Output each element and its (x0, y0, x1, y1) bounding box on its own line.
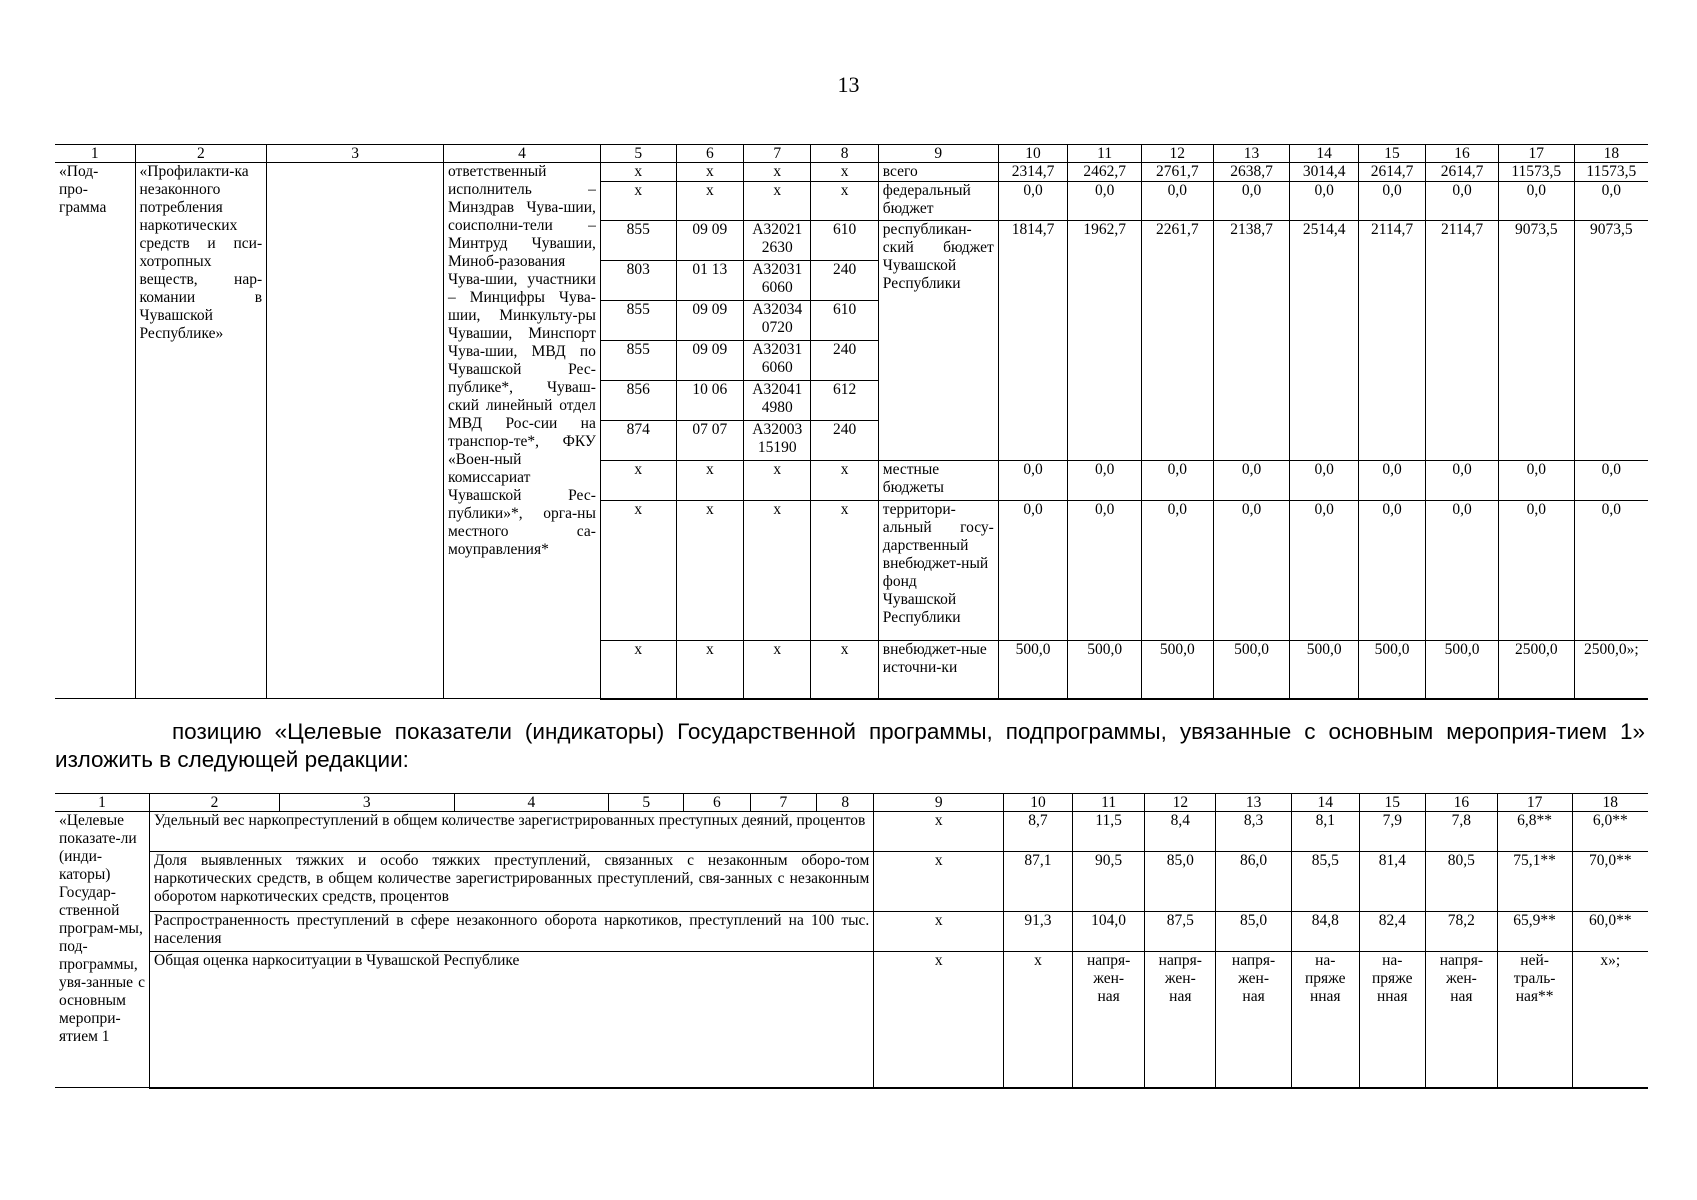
code-cell: 803 (600, 261, 676, 301)
code-cell: А32034 0720 (744, 301, 811, 341)
code-cell: x (811, 461, 878, 501)
funding-table (55, 144, 1648, 700)
indicators-table (55, 793, 1648, 1089)
header-cell: 9 (878, 145, 998, 163)
indicator-name: Доля выявленных тяжких и особо тяжких преступлений, связанных с незаконным оборо-том наркотических средств, в общем количестве зарегистрированных преступлений, свя-занных с незаконным оборотом наркотических средств, процентов (150, 852, 874, 912)
header-cell: 7 (744, 145, 811, 163)
value-cell: 0,0 (1426, 461, 1499, 501)
value-cell: 2114,7 (1426, 221, 1499, 461)
value-cell: 7,9 (1359, 812, 1426, 852)
value-cell: 0,0 (1498, 501, 1574, 641)
code-cell: 610 (811, 301, 878, 341)
value-cell: 0,0 (1068, 501, 1142, 641)
code-cell: x (676, 182, 743, 221)
header-cell: 12 (1145, 794, 1216, 812)
value-cell: 78,2 (1426, 912, 1498, 952)
table-row (55, 952, 1648, 1088)
code-cell: x (811, 501, 878, 641)
value-cell: 2114,7 (1358, 221, 1425, 461)
code-cell: 855 (600, 341, 676, 381)
value-cell: 2761,7 (1141, 163, 1213, 182)
header-cell: 16 (1426, 145, 1499, 163)
value-cell: 0,0 (1141, 461, 1213, 501)
header-cell: 9 (874, 794, 1004, 812)
code-cell: А32021 2630 (744, 221, 811, 261)
code-cell: x (676, 163, 743, 182)
value-cell: 60,0** (1572, 912, 1648, 952)
value-cell: 3014,4 (1290, 163, 1358, 182)
source-label: территори-альный госу-дарственный внебюджет-ный фонд Чувашской Республики (878, 501, 998, 641)
code-cell: А32041 4980 (744, 381, 811, 421)
code-cell: 856 (600, 381, 676, 421)
table-row (55, 852, 1648, 912)
value-cell: 104,0 (1072, 912, 1145, 952)
unit-cell: x (874, 952, 1004, 1088)
value-cell: 500,0 (1141, 641, 1213, 699)
header-cell: 6 (676, 145, 743, 163)
header-cell: 3 (267, 145, 444, 163)
value-cell: 2514,4 (1290, 221, 1358, 461)
value-cell: 0,0 (1498, 182, 1574, 221)
code-cell: x (811, 641, 878, 699)
value-cell: на- пряже нная (1291, 952, 1359, 1088)
code-cell: 855 (600, 221, 676, 261)
code-cell: x (744, 641, 811, 699)
value-cell: 0,0 (1141, 182, 1213, 221)
value-cell: 2462,7 (1068, 163, 1142, 182)
value-cell: 2614,7 (1426, 163, 1499, 182)
source-label: местные бюджеты (878, 461, 998, 501)
header-cell: 17 (1498, 145, 1574, 163)
code-cell: 240 (811, 341, 878, 381)
value-cell: на- пряже нная (1359, 952, 1426, 1088)
value-cell: x»; (1572, 952, 1648, 1088)
value-cell: 82,4 (1359, 912, 1426, 952)
empty-cell (267, 163, 444, 699)
value-cell: 8,1 (1291, 812, 1359, 852)
unit-cell: x (874, 852, 1004, 912)
header-cell: 13 (1213, 145, 1290, 163)
value-cell: 2138,7 (1213, 221, 1290, 461)
code-cell: x (811, 182, 878, 221)
value-cell: 1814,7 (998, 221, 1067, 461)
indicator-name: Общая оценка наркоситуации в Чувашской Республике (150, 952, 874, 1088)
value-cell: 11573,5 (1498, 163, 1574, 182)
unit-cell: x (874, 912, 1004, 952)
header-cell: 16 (1426, 794, 1498, 812)
code-cell: x (600, 641, 676, 699)
value-cell: 0,0 (1290, 182, 1358, 221)
value-cell: 11573,5 (1574, 163, 1648, 182)
code-cell: 610 (811, 221, 878, 261)
value-cell: 0,0 (1426, 182, 1499, 221)
code-cell: 10 06 (676, 381, 743, 421)
value-cell: 0,0 (1358, 461, 1425, 501)
header-cell: 18 (1572, 794, 1648, 812)
value-cell: 0,0 (1498, 461, 1574, 501)
header-cell: 12 (1141, 145, 1213, 163)
value-cell: 0,0 (1068, 182, 1142, 221)
value-cell: напря- жен- ная (1426, 952, 1498, 1088)
value-cell: 0,0 (1358, 182, 1425, 221)
executors-cell: ответственный исполнитель – Минздрав Чува-шии, соисполни-тели – Минтруд Чувашии, Миноб-разования Чува-шии, участники – Минцифры Чува-шии, Минкульту-ры Чувашии, Минспорт Чува-шии, МВД по Чувашской Рес-публике*, Чуваш-ский линейный отдел МВД Рос-сии на транспор-те*, ФКУ «Воен-ный комиссариат Чувашской Рес-публики»*, орга-ны местного са-моуправления* (444, 163, 601, 699)
header-cell: 2 (135, 145, 267, 163)
value-cell: 0,0 (1574, 501, 1648, 641)
table-header-row (55, 794, 1648, 812)
table-row (55, 163, 1648, 182)
value-cell: 84,8 (1291, 912, 1359, 952)
value-cell: напря- жен- ная (1145, 952, 1216, 1088)
header-cell: 11 (1068, 145, 1142, 163)
value-cell: 2500,0»; (1574, 641, 1648, 699)
value-cell: 65,9** (1497, 912, 1572, 952)
value-cell: 9073,5 (1574, 221, 1648, 461)
value-cell: 9073,5 (1498, 221, 1574, 461)
header-cell: 8 (817, 794, 874, 812)
code-cell: 01 13 (676, 261, 743, 301)
unit-cell: x (874, 812, 1004, 852)
value-cell: напря- жен- ная (1216, 952, 1292, 1088)
section-type-cell: «Под- про- грамма (55, 163, 135, 699)
header-cell: 6 (684, 794, 751, 812)
code-cell: 09 09 (676, 301, 743, 341)
indicators-title-cell: «Целевые показате-ли (инди-каторы) Государ-ственной програм-мы, под-программы, увя-занные с основным меропри-ятием 1 (55, 812, 150, 1088)
table-row (55, 812, 1648, 852)
value-cell: 91,3 (1004, 912, 1073, 952)
source-label: республикан-ский бюджет Чувашской Республики (878, 221, 998, 461)
value-cell: 0,0 (998, 501, 1067, 641)
value-cell: 0,0 (1290, 461, 1358, 501)
code-cell: x (676, 641, 743, 699)
subprogram-name-cell: «Профилакти-ка незаконного потребления наркотических средств и пси-хотропных веществ, нар-комании в Чувашской Республике» (135, 163, 267, 699)
value-cell: 2500,0 (1498, 641, 1574, 699)
value-cell: 500,0 (1290, 641, 1358, 699)
code-cell: x (600, 461, 676, 501)
value-cell: 500,0 (1213, 641, 1290, 699)
value-cell: 0,0 (1574, 461, 1648, 501)
value-cell: напря- жен- ная (1072, 952, 1145, 1088)
indicator-name: Распространенность преступлений в сфере незаконного оборота наркотиков, преступлений на 100 тыс. населения (150, 912, 874, 952)
instruction-paragraph: позицию «Целевые показатели (индикаторы) Государственной программы, подпрограммы, увязанные с основным мероприя-тием 1» изложить в следующей редакции: (55, 719, 1645, 772)
value-cell: 6,0** (1572, 812, 1648, 852)
value-cell: 8,3 (1216, 812, 1292, 852)
indicator-name: Удельный вес наркопреступлений в общем количестве зарегистрированных преступных деяний, процентов (150, 812, 874, 852)
code-cell: 240 (811, 421, 878, 461)
header-cell: 1 (55, 145, 135, 163)
code-cell: А32003 15190 (744, 421, 811, 461)
value-cell: 1962,7 (1068, 221, 1142, 461)
code-cell: x (744, 461, 811, 501)
value-cell: 7,8 (1426, 812, 1498, 852)
header-cell: 14 (1290, 145, 1358, 163)
value-cell: 2638,7 (1213, 163, 1290, 182)
value-cell: 0,0 (1574, 182, 1648, 221)
header-cell: 5 (600, 145, 676, 163)
code-cell: 09 09 (676, 341, 743, 381)
value-cell: 8,4 (1145, 812, 1216, 852)
code-cell: x (600, 163, 676, 182)
source-label: внебюджет-ные источни-ки (878, 641, 998, 699)
value-cell: 87,1 (1004, 852, 1073, 912)
value-cell: 0,0 (1290, 501, 1358, 641)
value-cell: 90,5 (1072, 852, 1145, 912)
header-cell: 18 (1574, 145, 1648, 163)
table-header-row (55, 145, 1648, 163)
value-cell: 8,7 (1004, 812, 1073, 852)
header-cell: 13 (1216, 794, 1292, 812)
value-cell: 70,0** (1572, 852, 1648, 912)
value-cell: 81,4 (1359, 852, 1426, 912)
header-cell: 10 (1004, 794, 1073, 812)
code-cell: x (600, 501, 676, 641)
value-cell: 85,0 (1145, 852, 1216, 912)
value-cell: 6,8** (1497, 812, 1572, 852)
value-cell: 0,0 (1358, 501, 1425, 641)
value-cell: 75,1** (1497, 852, 1572, 912)
value-cell: 0,0 (1213, 501, 1290, 641)
value-cell: 85,0 (1216, 912, 1292, 952)
page-number: 13 (837, 72, 860, 97)
header-cell: 1 (55, 794, 150, 812)
code-cell: x (676, 501, 743, 641)
value-cell: 87,5 (1145, 912, 1216, 952)
header-cell: 4 (444, 145, 601, 163)
header-cell: 7 (750, 794, 817, 812)
code-cell: x (744, 501, 811, 641)
value-cell: x (1004, 952, 1073, 1088)
code-cell: x (744, 182, 811, 221)
code-cell: А32031 6060 (744, 341, 811, 381)
header-cell: 5 (609, 794, 684, 812)
value-cell: ней- траль- ная** (1497, 952, 1572, 1088)
value-cell: 500,0 (1358, 641, 1425, 699)
value-cell: 500,0 (1426, 641, 1499, 699)
header-cell: 3 (279, 794, 454, 812)
header-cell: 2 (150, 794, 280, 812)
header-cell: 17 (1497, 794, 1572, 812)
source-label: всего (878, 163, 998, 182)
value-cell: 86,0 (1216, 852, 1292, 912)
header-cell: 4 (454, 794, 609, 812)
code-cell: А32031 6060 (744, 261, 811, 301)
table-row (55, 912, 1648, 952)
value-cell: 0,0 (998, 182, 1067, 221)
value-cell: 0,0 (998, 461, 1067, 501)
source-label: федеральный бюджет (878, 182, 998, 221)
value-cell: 500,0 (1068, 641, 1142, 699)
header-cell: 10 (998, 145, 1067, 163)
header-cell: 8 (811, 145, 878, 163)
value-cell: 11,5 (1072, 812, 1145, 852)
code-cell: x (744, 163, 811, 182)
code-cell: x (676, 461, 743, 501)
header-cell: 11 (1072, 794, 1145, 812)
code-cell: 874 (600, 421, 676, 461)
value-cell: 85,5 (1291, 852, 1359, 912)
value-cell: 0,0 (1141, 501, 1213, 641)
value-cell: 2614,7 (1358, 163, 1425, 182)
header-cell: 15 (1359, 794, 1426, 812)
code-cell: x (600, 182, 676, 221)
header-cell: 15 (1358, 145, 1425, 163)
value-cell: 0,0 (1426, 501, 1499, 641)
code-cell: 09 09 (676, 221, 743, 261)
value-cell: 2261,7 (1141, 221, 1213, 461)
code-cell: x (811, 163, 878, 182)
value-cell: 500,0 (998, 641, 1067, 699)
value-cell: 80,5 (1426, 852, 1498, 912)
code-cell: 07 07 (676, 421, 743, 461)
value-cell: 0,0 (1068, 461, 1142, 501)
value-cell: 0,0 (1213, 461, 1290, 501)
header-cell: 14 (1291, 794, 1359, 812)
value-cell: 0,0 (1213, 182, 1290, 221)
code-cell: 855 (600, 301, 676, 341)
code-cell: 240 (811, 261, 878, 301)
value-cell: 2314,7 (998, 163, 1067, 182)
code-cell: 612 (811, 381, 878, 421)
